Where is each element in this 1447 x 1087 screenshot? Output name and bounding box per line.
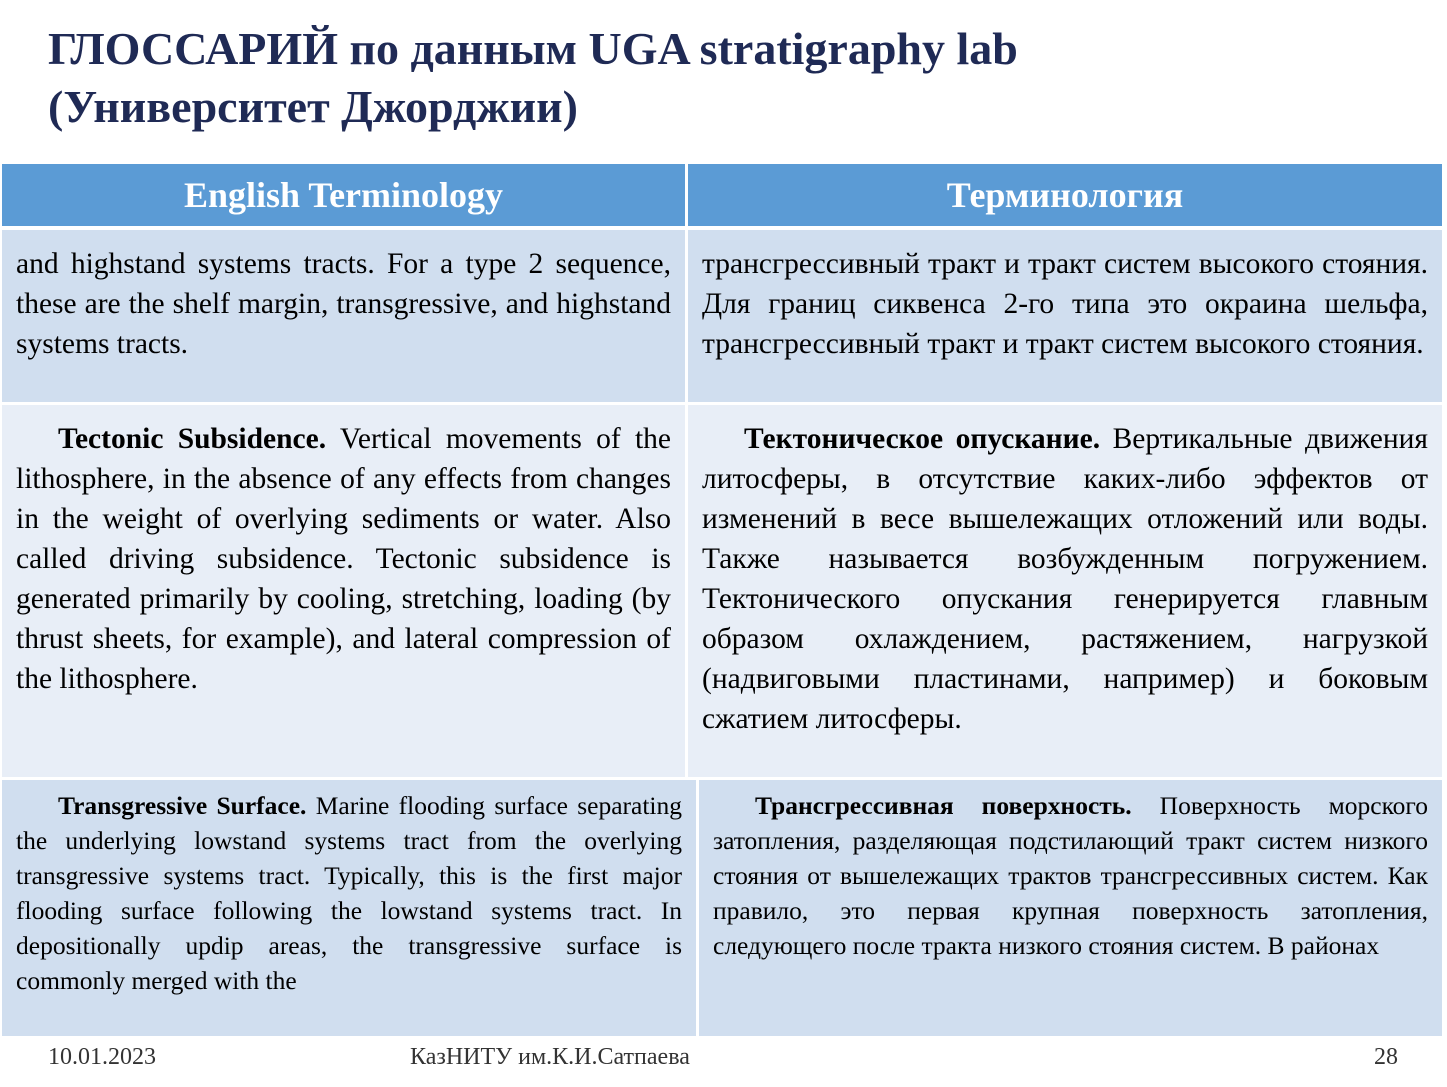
english-definition: Marine flooding surface separating the underlying lowstand systems tract from the overlying transgressive systems tract. Typically, this is the first major flooding surface following the lowstand systems tract. In depositionally updip areas, the transgressive surface is commonly merged with the xyxy=(16,791,682,995)
header-english-terminology: English Terminology xyxy=(2,164,685,226)
english-definition: Vertical movements of the lithosphere, in the absence of any effects from changes in the weight of overlying sediments or water. Also called driving subsidence. Tectonic subsidence is generated primarily by cooling, stretching, loading (by thrust sheets, for example), and lateral compression of the lithosphere. xyxy=(16,423,672,695)
russian-definition: Поверхность морского затопления, разделяющая подстилающий тракт систем низкого стояния от вышележащих трактов трансгрессивных систем. Как правило, это первая крупная поверхность затопления, следующего после тракта низкого стояния систем. В районах xyxy=(713,791,1429,960)
english-cell xyxy=(2,780,696,1036)
english-cell xyxy=(2,230,685,402)
slide-title-line-2: (Университет Джорджии) xyxy=(48,81,578,132)
footer-organization: КазНИТУ им.К.И.Сатпаева xyxy=(410,1044,690,1070)
russian-definition: трансгрессивный тракт и тракт систем высокого стояния. Для границ сиквенса 2-го типа это окраина шельфа, трансгрессивный тракт и тракт систем высокого стояния. xyxy=(702,248,1428,360)
russian-cell xyxy=(688,230,1442,402)
russian-term: Тектоническое опускание. xyxy=(744,423,1101,455)
table-row xyxy=(2,230,1442,402)
russian-cell xyxy=(699,780,1442,1036)
english-definition: and highstand systems tracts. For a type 2 sequence, these are the shelf margin, transgressive, and highstand systems tracts. xyxy=(16,248,671,360)
footer-page-number: 28 xyxy=(1374,1044,1398,1070)
english-cell xyxy=(2,405,685,777)
footer-date: 10.01.2023 xyxy=(48,1044,156,1070)
header-russian-terminology: Терминология xyxy=(688,164,1442,226)
russian-term: Трансгрессивная поверхность. xyxy=(755,791,1132,820)
english-term: Tectonic Subsidence. xyxy=(58,423,327,455)
russian-definition: Вертикальные движения литосферы, в отсутствие каких-либо эффектов от изменений в весе вышележащих отложений или воды. Также называется возбужденным погружением. Тектонического опускания генерируется главным образом охлаждением, растяжением, нагрузкой (надвиговыми пластинами, например) и боковым сжатием литосферы. xyxy=(702,423,1428,735)
table-row xyxy=(2,405,1442,777)
table-header-row xyxy=(2,164,1442,226)
slide-title-line-1: ГЛОССАРИЙ по данным UGA stratigraphy lab xyxy=(48,23,1018,74)
slide-title xyxy=(48,20,1348,136)
english-term: Transgressive Surface. xyxy=(58,791,307,820)
table-row xyxy=(2,780,1442,1036)
russian-cell xyxy=(688,405,1442,777)
